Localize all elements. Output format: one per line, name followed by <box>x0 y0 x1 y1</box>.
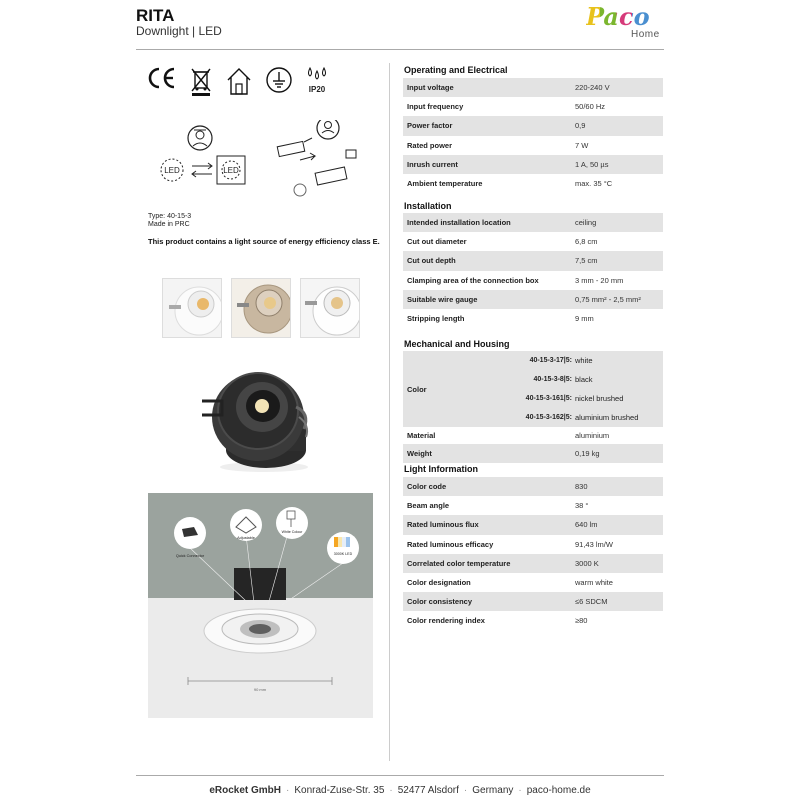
color-values: white black nickel brushed aluminium brushed <box>575 356 639 422</box>
section-mechanical-title: Mechanical and Housing <box>404 339 510 349</box>
table-row: Power factor 0,9 <box>403 116 663 135</box>
table-row: Material aluminium <box>407 431 610 440</box>
header-divider <box>136 49 664 50</box>
protection-class-icon <box>265 66 293 94</box>
certification-icons <box>147 66 329 96</box>
electrician-icon <box>188 126 212 150</box>
white-colour-label: White Colour <box>281 530 303 534</box>
section-operating-title: Operating and Electrical <box>404 65 508 75</box>
thumbnail-white <box>162 278 222 338</box>
origin-line: Made in PRC <box>148 221 190 228</box>
table-row: Cut out diameter 6,8 cm <box>407 237 598 247</box>
ip-rating-label: IP20 <box>308 85 326 94</box>
table-row: Inrush current 1 A, 50 µs <box>403 155 663 174</box>
quick-connector-label: Quick Connector <box>175 554 205 558</box>
led-3000k-callout <box>327 532 359 564</box>
table-row: Rated power 7 W <box>407 140 589 150</box>
thumbnail-nickel <box>231 278 291 338</box>
mechanical-table <box>403 351 663 463</box>
logo-home: Home <box>631 29 660 40</box>
led-label-left: LED <box>164 166 180 175</box>
installation-table <box>403 213 663 328</box>
table-row: Ambient temperature max. 35 °C <box>407 179 613 189</box>
driver-icon <box>277 138 356 196</box>
color-codes: 40-15-3-17|5: 40-15-3-8|5: 40-15-3-161|5: 40-15-3-162|5: <box>525 357 572 421</box>
footer-street: Konrad-Zuse-Str. 35 <box>294 785 385 796</box>
footer-company: eRocket GmbH <box>209 785 282 796</box>
table-row: Suitable wire gauge 0,75 mm² - 2,5 mm² <box>403 290 663 309</box>
table-row: Input frequency 50/60 Hz <box>407 102 606 112</box>
table-row: Cut out depth 7,5 cm <box>403 251 663 270</box>
installation-diagram <box>150 120 375 210</box>
product-subtitle: Downlight | LED <box>136 24 222 38</box>
table-row: Weight 0,19 kg <box>403 444 663 463</box>
footer-country: Germany <box>472 785 514 796</box>
color-label: Color <box>407 384 427 394</box>
adjustable-label: Adjustable <box>237 536 255 540</box>
footer: eRocket GmbH · Konrad-Zuse-Str. 35 · 52477 Alsdorf · Germany · paco-home.de <box>209 785 591 796</box>
table-row: Correlated color temperature 3000 K <box>403 554 663 573</box>
electrician-icon-right <box>317 120 339 139</box>
table-row: Color consistency ≤6 SDCM <box>403 592 663 611</box>
table-row: Color code 830 <box>403 477 663 496</box>
indoor-house-icon <box>225 66 253 96</box>
section-light-title: Light Information <box>404 464 478 474</box>
type-info <box>148 213 191 229</box>
color-variants <box>403 351 663 427</box>
table-row: Clamping area of the connection box 3 mm - 20 mm <box>407 275 624 285</box>
white-colour-callout <box>276 507 308 539</box>
light-table <box>403 477 663 631</box>
section-installation-title: Installation <box>404 201 452 211</box>
product-photo-black <box>196 355 326 475</box>
paco-home-logo <box>586 2 666 44</box>
weee-bin-icon <box>189 66 213 96</box>
table-row: Intended installation location ceiling <box>403 213 663 232</box>
operating-table <box>403 78 663 193</box>
adjustable-callout <box>230 509 262 541</box>
table-row: Rated luminous flux 640 lm <box>403 515 663 534</box>
product-title: RITA <box>136 6 175 25</box>
led-bulb-icon-replaced <box>217 156 245 184</box>
type-line: Type: 40-15-3 <box>148 213 192 220</box>
table-row: Beam angle 38 ° <box>407 501 589 511</box>
table-row: Input voltage 220-240 V <box>403 78 663 97</box>
led-bulb-icon <box>161 159 183 181</box>
energy-class-note: This product contains a light source of energy efficiency class E. <box>148 237 380 246</box>
thumbnail-aluminium <box>300 278 360 338</box>
table-row: Color rendering index ≥80 <box>407 616 588 626</box>
ip-rating-icon <box>305 66 329 94</box>
led-3000k-label: 3000K LED <box>333 552 353 556</box>
swap-arrows-icon <box>192 163 212 177</box>
logo-word: Paco <box>586 2 650 31</box>
installation-feature-image <box>148 493 373 718</box>
footer-divider <box>136 775 664 776</box>
table-row: Stripping length 9 mm <box>407 314 594 324</box>
dimension-label: 90 mm <box>253 687 267 692</box>
column-divider <box>389 63 390 761</box>
table-row: Rated luminous efficacy 91,43 lm/W <box>407 539 613 549</box>
ce-mark-icon <box>147 66 177 90</box>
footer-city: 52477 Alsdorf <box>397 785 459 796</box>
table-row: Color designation warm white <box>407 578 613 588</box>
footer-web[interactable]: paco-home.de <box>526 785 591 796</box>
led-label-right: LED <box>223 166 239 175</box>
variant-thumbnails <box>162 278 360 338</box>
